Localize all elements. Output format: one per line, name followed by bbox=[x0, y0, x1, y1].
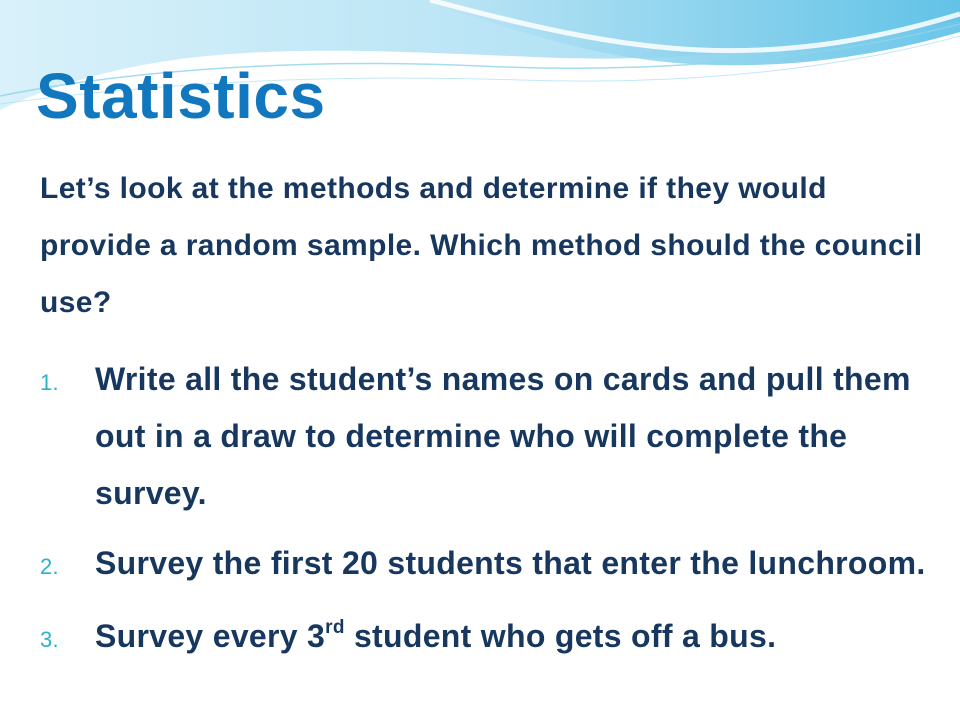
method-text-1: Write all the student’s names on cards and pull them out in a draw to determine who will complete the survey. bbox=[95, 361, 911, 511]
slide-body bbox=[40, 160, 940, 665]
method-number-2: 2. bbox=[40, 554, 59, 579]
method-text-3-start: Survey every 3 bbox=[95, 618, 326, 654]
method-item-3 bbox=[40, 608, 940, 665]
ordinal-superscript: rd bbox=[325, 617, 345, 638]
intro-paragraph: Let’s look at the methods and determine if they would provide a random sample. Which method should the council use? bbox=[40, 172, 923, 319]
method-text-3-end: student who gets off a bus. bbox=[344, 618, 777, 654]
method-item-1 bbox=[40, 351, 940, 522]
method-item-2 bbox=[40, 535, 940, 592]
method-number-3: 3. bbox=[40, 627, 59, 652]
slide-title: Statistics bbox=[36, 60, 326, 132]
method-number-1: 1. bbox=[40, 370, 59, 395]
method-list bbox=[40, 351, 940, 665]
method-text-2: Survey the first 20 students that enter the lunchroom. bbox=[95, 545, 926, 581]
